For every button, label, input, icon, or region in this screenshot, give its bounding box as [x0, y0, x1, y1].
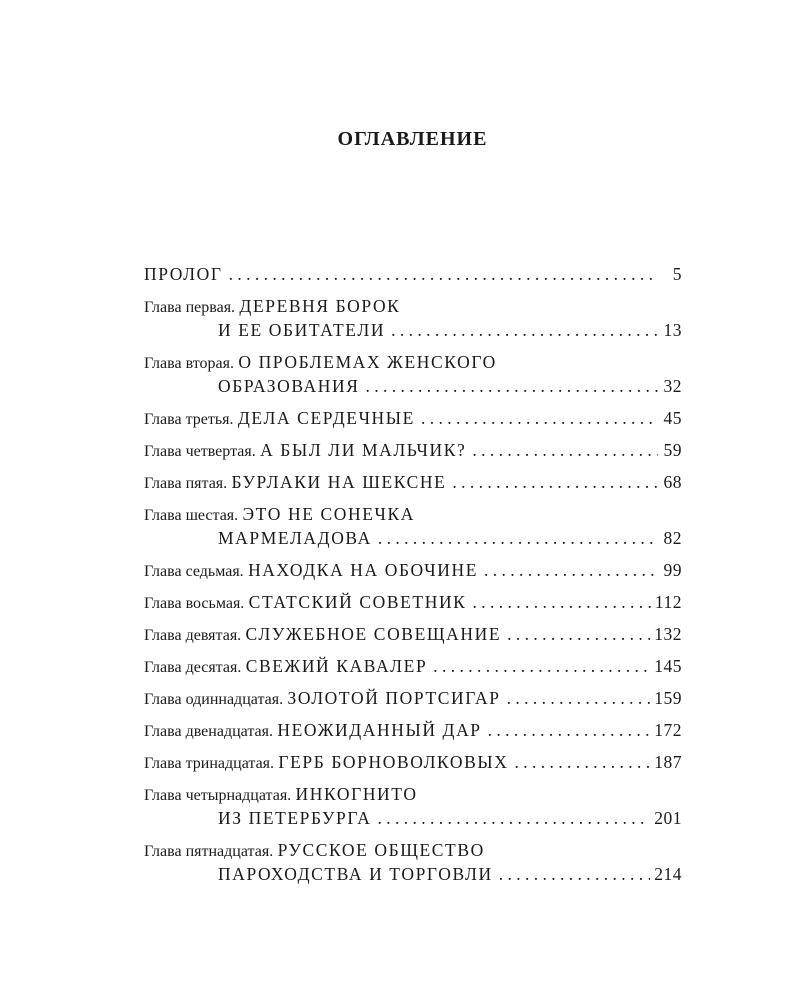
chapter-title: ГЕРБ БОРНОВОЛКОВЫХ	[278, 752, 509, 772]
chapter-title: НАХОДКА НА ОБОЧИНЕ	[248, 560, 479, 580]
dot-leader	[391, 318, 658, 342]
dot-leader	[472, 438, 658, 462]
chapter-title: ЗОЛОТОЙ ПОРТСИГАР	[287, 688, 501, 708]
toc-entry-first-line	[144, 262, 682, 286]
chapter-title: МАРМЕЛАДОВА	[218, 528, 372, 548]
chapter-title: БУРЛАКИ НА ШЕКСНЕ	[231, 472, 447, 492]
toc-entry	[144, 782, 682, 830]
chapter-title: А БЫЛ ЛИ МАЛЬЧИК?	[260, 440, 467, 460]
toc-entry	[144, 438, 682, 462]
dot-leader	[472, 590, 650, 614]
chapter-label: Глава вторая.	[144, 355, 234, 372]
page-number: 5	[672, 264, 682, 284]
dot-leader	[507, 686, 651, 710]
toc-entry-continuation-line	[144, 806, 682, 830]
page-number: 172	[654, 720, 682, 740]
toc-entry-first-line	[144, 782, 682, 806]
chapter-label: Глава восьмая.	[144, 595, 245, 612]
toc-entry-first-line	[144, 294, 682, 318]
toc-entry-continuation-line	[144, 526, 682, 550]
toc-entry-continuation-line	[144, 318, 682, 342]
page-number: 59	[663, 440, 682, 460]
dot-leader	[366, 374, 658, 398]
toc-entry-first-line	[144, 750, 682, 774]
page-number: 201	[654, 808, 682, 828]
page-number: 99	[663, 560, 682, 580]
chapter-title: РУССКОЕ ОБЩЕСТВО	[277, 840, 485, 860]
chapter-title: И ЕЕ ОБИТАТЕЛИ	[218, 320, 386, 340]
dot-leader	[452, 470, 658, 494]
chapter-title: СЛУЖЕБНОЕ СОВЕЩАНИЕ	[245, 624, 502, 644]
toc-entry-continuation-line	[144, 862, 682, 886]
dot-leader	[488, 718, 651, 742]
chapter-label: Глава одиннадцатая.	[144, 691, 284, 708]
page-number: 68	[663, 472, 682, 492]
chapter-title: О ПРОБЛЕМАХ ЖЕНСКОГО	[238, 352, 497, 372]
chapter-label: Глава седьмая.	[144, 563, 244, 580]
chapter-title: ИЗ ПЕТЕРБУРГА	[218, 808, 372, 828]
dot-leader	[378, 526, 658, 550]
toc-entry-first-line	[144, 502, 682, 526]
page-number: 82	[663, 528, 682, 548]
toc-entry	[144, 750, 682, 774]
table-of-contents	[144, 262, 682, 894]
dot-leader	[421, 406, 658, 430]
chapter-title: ДЕРЕВНЯ БОРОК	[239, 296, 401, 316]
page-number: 32	[663, 376, 682, 396]
page-number: 187	[654, 752, 682, 772]
toc-entry-first-line	[144, 622, 682, 646]
toc-entry	[144, 350, 682, 398]
page-title: ОГЛАВЛЕНИЕ	[337, 128, 488, 150]
toc-entry	[144, 838, 682, 886]
toc-entry	[144, 590, 682, 614]
dot-leader	[515, 750, 651, 774]
toc-entry-first-line	[144, 838, 682, 862]
toc-entry	[144, 718, 682, 742]
chapter-title: ЭТО НЕ СОНЕЧКА	[242, 504, 415, 524]
toc-entry	[144, 470, 682, 494]
chapter-label: Глава четвертая.	[144, 443, 256, 460]
page-number: 214	[654, 864, 682, 884]
chapter-title: СТАТСКИЙ СОВЕТНИК	[248, 592, 467, 612]
page-number: 132	[654, 624, 682, 644]
toc-entry	[144, 622, 682, 646]
toc-entry	[144, 654, 682, 678]
toc-entry-first-line	[144, 470, 682, 494]
toc-entry-first-line	[144, 590, 682, 614]
toc-entry	[144, 558, 682, 582]
dot-leader	[229, 262, 658, 286]
toc-entry-first-line	[144, 686, 682, 710]
chapter-title: ДЕЛА СЕРДЕЧНЫЕ	[237, 408, 415, 428]
toc-entry-first-line	[144, 558, 682, 582]
chapter-label: Глава четырнадцатая.	[144, 787, 292, 804]
dot-leader	[484, 558, 658, 582]
chapter-title: СВЕЖИЙ КАВАЛЕР	[245, 656, 428, 676]
dot-leader	[377, 806, 650, 830]
chapter-label: Глава пятнадцатая.	[144, 843, 274, 860]
chapter-title: ОБРАЗОВАНИЯ	[218, 376, 360, 396]
chapter-title: ИНКОГНИТО	[295, 784, 418, 804]
toc-entry	[144, 406, 682, 430]
chapter-label: Глава двенадцатая.	[144, 723, 273, 740]
page-number: 13	[663, 320, 682, 340]
dot-leader	[499, 862, 650, 886]
page-number: 45	[663, 408, 682, 428]
chapter-label: Глава девятая.	[144, 627, 242, 644]
toc-entry	[144, 262, 682, 286]
toc-entry-first-line	[144, 718, 682, 742]
toc-entry	[144, 686, 682, 710]
chapter-label: Глава десятая.	[144, 659, 242, 676]
chapter-label: Глава пятая.	[144, 475, 228, 492]
dot-leader	[433, 654, 650, 678]
toc-entry-first-line	[144, 654, 682, 678]
toc-entry-first-line	[144, 406, 682, 430]
toc-entry	[144, 294, 682, 342]
page-number: 112	[654, 592, 682, 612]
chapter-title: ПАРОХОДСТВА И ТОРГОВЛИ	[218, 864, 493, 884]
toc-entry-first-line	[144, 438, 682, 462]
toc-entry-first-line	[144, 350, 682, 374]
page-number: 159	[654, 688, 682, 708]
toc-entry-continuation-line	[144, 374, 682, 398]
chapter-label: Глава первая.	[144, 299, 236, 316]
chapter-title: НЕОЖИДАННЫЙ ДАР	[277, 720, 482, 740]
chapter-title: ПРОЛОГ	[144, 264, 223, 284]
page-number: 145	[654, 656, 682, 676]
dot-leader	[507, 622, 650, 646]
toc-entry	[144, 502, 682, 550]
chapter-label: Глава третья.	[144, 411, 234, 428]
chapter-label: Глава тринадцатая.	[144, 755, 275, 772]
chapter-label: Глава шестая.	[144, 507, 239, 524]
